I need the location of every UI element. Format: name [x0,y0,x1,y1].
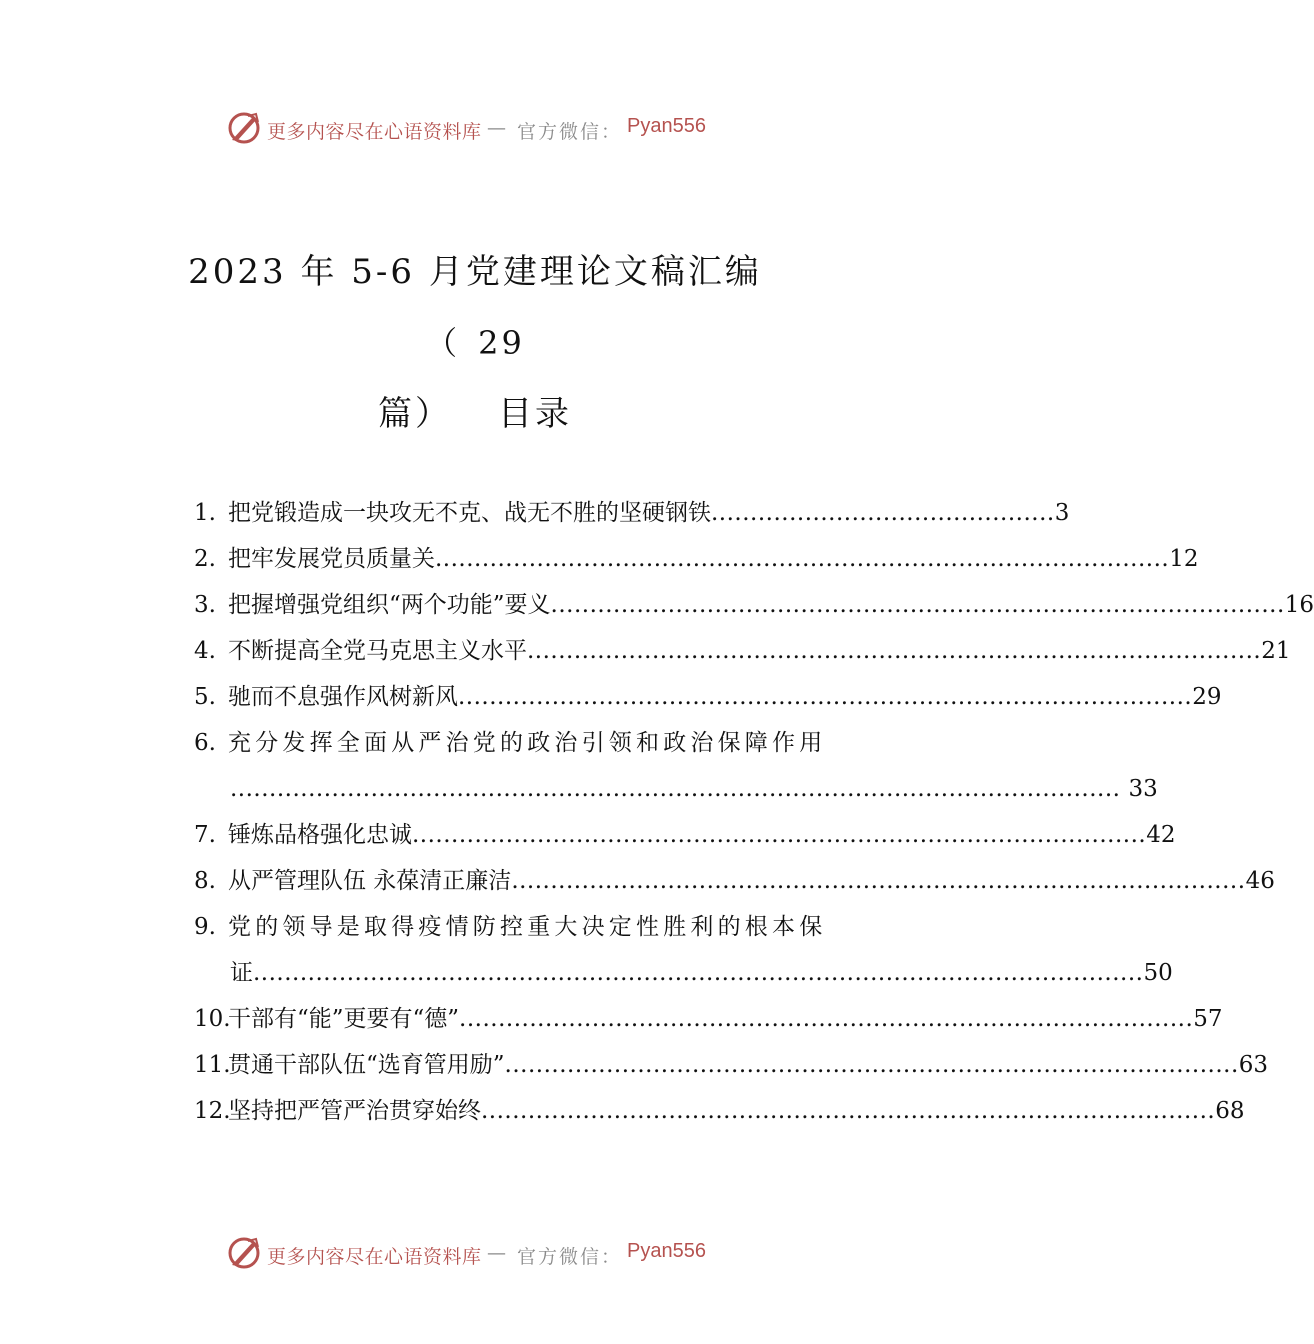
toc-entry-title: 把握增强党组织“两个功能”要义 [228,592,551,618]
toc-entry-page: 16 [1284,592,1314,618]
pen-logo-icon [226,1235,262,1271]
toc-entry-4[interactable] [194,628,1291,674]
toc-entry-number: 2. [194,546,216,572]
toc-leader: .............................................................................................. [511,868,1246,894]
toc-entry-6[interactable] [194,720,827,766]
brand-dash: — [487,1242,506,1264]
toc-entry-page: 21 [1261,638,1291,664]
toc-entry-11[interactable] [194,1042,1269,1088]
toc-entry-page: 33 [1128,776,1158,802]
document-title-count-line [0,318,950,364]
toc-entry-number: 6. [194,730,216,756]
toc-leader: .............................................................................................. [435,546,1170,572]
toc-entry-page: 50 [1143,960,1173,986]
toc-entry-9[interactable] [194,904,827,950]
toc-entry-page: 12 [1169,546,1199,572]
brand-dash: — [487,117,506,139]
title-paren: （ [425,324,461,362]
toc-entry-title: 把党锻造成一块攻无不克、战无不胜的坚硬钢铁 [228,500,711,526]
toc-leader: ............................................ [711,500,1055,526]
toc-entry-title: 不断提高全党马克思主义水平 [228,638,527,664]
toc-entry-number: 11. [194,1052,231,1078]
toc-entry-10[interactable] [194,996,1223,1042]
toc-leader: .............................................................................................. [481,1098,1216,1124]
toc-leader: .............................................................................................. [504,1052,1239,1078]
toc-leader: .................................................................................................................. [230,776,1121,802]
toc-entry-title: 驰而不息强作风树新风 [228,684,458,710]
toc-entry-2[interactable] [194,536,1199,582]
toc-entry-title: 充分发挥全面从严治党的政治引领和政治保障作用 [228,730,827,756]
toc-entry-6-continuation[interactable] [194,766,1158,812]
toc-entry-title: 从严管理队伍 永葆清正廉洁 [228,868,512,894]
toc-heading: 目录 [498,394,572,434]
title-count: 29 [478,324,525,362]
toc-entry-page: 46 [1245,868,1275,894]
toc-entry-number: 4. [194,638,216,664]
toc-entry-number: 3. [194,592,216,618]
table-of-contents [194,490,1314,1134]
wechat-label: 官方微信： [517,1246,623,1268]
toc-entry-number: 1. [194,500,216,526]
header-watermark-banner [0,108,950,148]
toc-entry-title: 贯通干部队伍“选育管用励” [228,1052,505,1078]
toc-entry-title: 把牢发展党员质量关 [228,546,435,572]
wechat-label: 官方微信： [517,121,623,143]
toc-entry-number: 12. [194,1098,231,1124]
toc-entry-title: 党的领导是取得疫情防控重大决定性胜利的根本保 [228,914,827,940]
toc-leader: .............................................................................................. [458,684,1193,710]
toc-leader: .............................................................................................. [412,822,1147,848]
toc-entry-1[interactable] [194,490,1070,536]
toc-entry-page: 3 [1054,500,1070,526]
toc-entry-number: 5. [194,684,216,710]
toc-entry-9-continuation[interactable] [194,950,1173,996]
toc-leader: .............................................................................................. [550,592,1285,618]
wechat-id: Pyan556 [627,115,706,137]
toc-entry-page: 63 [1238,1052,1269,1078]
toc-entry-page: 57 [1193,1006,1223,1032]
toc-entry-number: 10. [194,1006,231,1032]
brand-text: 更多内容尽在心语资料库 [267,121,482,143]
toc-entry-3[interactable] [194,582,1314,628]
toc-entry-8[interactable] [194,858,1275,904]
toc-entry-title-continuation: 证 [230,960,253,986]
toc-entry-page: 29 [1192,684,1222,710]
toc-entry-title: 干部有“能”更要有“德” [228,1006,460,1032]
toc-entry-page: 68 [1215,1098,1245,1124]
document-title: 2023 年 5-6 月党建理论文稿汇编 [188,252,762,292]
toc-entry-number: 8. [194,868,216,894]
pen-logo-icon [226,110,262,146]
footer-watermark-banner [0,1233,950,1273]
toc-entry-title: 锤炼品格强化忠诚 [228,822,412,848]
toc-leader: .............................................................................................. [527,638,1262,664]
toc-entry-number: 9. [194,914,216,940]
toc-leader: .............................................................................................. [459,1006,1194,1032]
title-pian: 篇） [378,394,452,434]
toc-leader: .................................................................................................................. [253,960,1144,986]
toc-entry-title: 坚持把严管严治贯穿始终 [228,1098,481,1124]
toc-entry-7[interactable] [194,812,1176,858]
document-title-toc-line [0,386,950,435]
toc-entry-12[interactable] [194,1088,1245,1134]
toc-entry-page: 42 [1146,822,1176,848]
wechat-id: Pyan556 [627,1240,706,1262]
brand-text: 更多内容尽在心语资料库 [267,1246,482,1268]
toc-entry-number: 7. [194,822,216,848]
toc-entry-5[interactable] [194,674,1222,720]
